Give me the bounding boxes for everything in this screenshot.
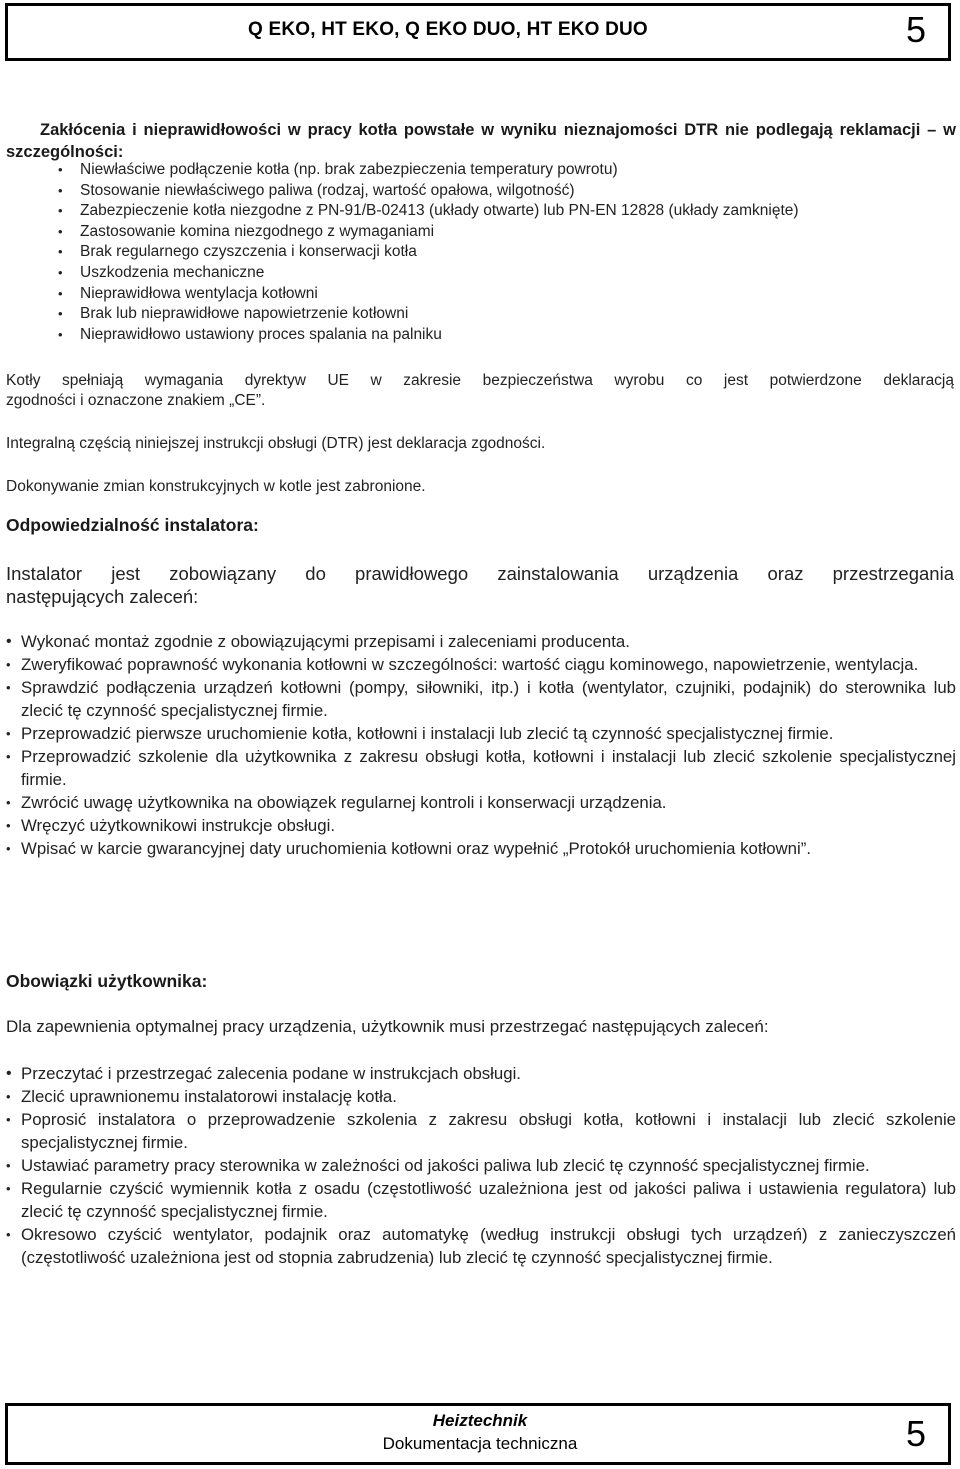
list-item: • Wręczyć użytkownikowi instrukcje obsługi. [6,814,956,837]
list-item: • Sprawdzić podłączenia urządzeń kotłowni (pompy, siłowniki, itp.) i kotła (wentylator, czujniki, podajnik) do sterownika lub zlecić tę czynność specjalistycznej firmie. [6,676,956,722]
list-item: • Zabezpieczenie kotła niezgodne z PN-91/B-02413 (układy otwarte) lub PN-EN 12828 (układy zamknięte) [58,201,954,222]
user-heading: Obowiązki użytkownika: [6,971,208,991]
list-item: • Przeprowadzić pierwsze uruchomienie kotła, kotłowni i instalacji lub zlecić tą czynność specjalistycznej firmie. [6,722,956,745]
list-item: • Nieprawidłowa wentylacja kotłowni [58,284,954,305]
user-list [6,1062,956,1269]
header-page-number: 5 [906,9,927,50]
list-item: • Przeprowadzić szkolenie dla użytkownika z zakresu obsługi kotła, kotłowni i instalacji lub zlecić szkolenie specjalistycznej firmie. [6,745,956,791]
installer-intro [6,562,954,608]
list-item: • Przeczytać i przestrzegać zalecenia podane w instrukcjach obsługi. [6,1062,956,1085]
ce-paragraph [6,371,954,411]
ce-paragraph-line1: Kotły spełniają wymagania dyrektyw UE w zakresie bezpieczeństwa wyrobu co jest potwierdzone deklaracją [6,372,954,389]
installer-heading: Odpowiedzialność instalatora: [6,515,259,535]
footer-subtitle: Dokumentacja techniczna [382,1434,578,1453]
list-item: • Ustawiać parametry pracy sterownika w zależności od jakości paliwa lub zlecić tę czynność specjalistycznej firmie. [6,1154,956,1177]
footer-page-number: 5 [906,1413,927,1454]
list-item: • Nieprawidłowo ustawiony proces spalania na palniku [58,325,954,346]
list-item: • Poprosić instalatora o przeprowadzenie szkolenia z zakresu obsługi kotła, kotłowni i instalacji lub zlecić szkolenie specjalistycznej firmie. [6,1108,956,1154]
installer-list [6,630,956,860]
ce-paragraph-line2: zgodności i oznaczone znakiem „CE”. [6,392,266,409]
intro-warning [6,119,956,163]
list-item: • Zweryfikować poprawność wykonania kotłowni w szczególności: wartość ciągu kominowego, napowietrzenie, wentylacja. [6,653,956,676]
list-item: • Niewłaściwe podłączenie kotła (np. brak zabezpieczenia temperatury powrotu) [58,160,954,181]
list-item: • Regularnie czyścić wymiennik kotła z osadu (częstotliwość uzależniona jest od jakości paliwa i ustawienia regulatora) lub zlecić tę czynność specjalistycznej firmie. [6,1177,956,1223]
list-item: • Wpisać w karcie gwarancyjnej daty uruchomienia kotłowni oraz wypełnić „Protokół uruchomienia kotłowni”. [6,837,956,860]
user-intro: Dla zapewnienia optymalnej pracy urządzenia, użytkownik musi przestrzegać następujących zaleceń: [6,1017,769,1036]
installer-intro-line1: Instalator jest zobowiązany do prawidłowego zainstalowania urządzenia oraz przestrzegania [6,563,954,584]
defects-list [58,160,954,345]
list-item: • Zastosowanie komina niezgodnego z wymaganiami [58,222,954,243]
installer-intro-line2: następujących zaleceń: [6,586,199,607]
list-item: • Okresowo czyścić wentylator, podajnik oraz automatykę (według instrukcji obsługi tych urządzeń) z zanieczyszczeń (częstotliwość uzależniona jest od stopnia zabrudzenia) lub zlecić tę czynność specjalistycznej firmie. [6,1223,956,1269]
intro-warning-text: Zakłócenia i nieprawidłowości w pracy kotła powstałe w wyniku nieznajomości DTR nie podlegają reklamacji – w szczególności: [6,121,956,161]
integral-paragraph: Integralną częścią niniejszej instrukcji obsługi (DTR) jest deklaracja zgodności. [6,435,546,452]
list-item: • Uszkodzenia mechaniczne [58,263,954,284]
list-item: • Stosowanie niewłaściwego paliwa (rodzaj, wartość opałowa, wilgotność) [58,181,954,202]
list-item: • Brak regularnego czyszczenia i konserwacji kotła [58,242,954,263]
list-item: • Wykonać montaż zgodnie z obowiązującymi przepisami i zaleceniami producenta. [6,630,956,653]
modification-paragraph: Dokonywanie zmian konstrukcyjnych w kotle jest zabronione. [6,478,426,495]
footer-brand: Heiztechnik [432,1411,528,1430]
list-item: • Brak lub nieprawidłowe napowietrzenie kotłowni [58,304,954,325]
list-item: • Zwrócić uwagę użytkownika na obowiązek regularnej kontroli i konserwacji urządzenia. [6,791,956,814]
page-title: Q EKO, HT EKO, Q EKO DUO, HT EKO DUO [248,19,648,40]
list-item: • Zlecić uprawnionemu instalatorowi instalację kotła. [6,1085,956,1108]
